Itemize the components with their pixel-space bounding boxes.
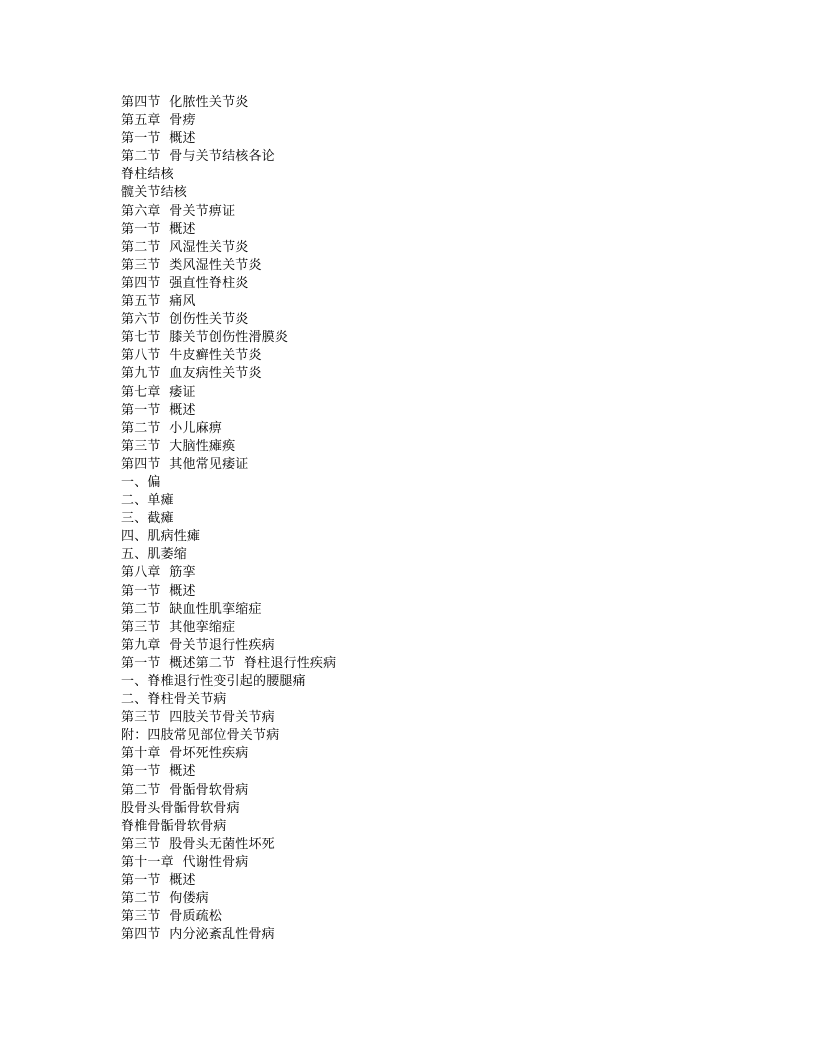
toc-line: 第三节 类风湿性关节炎 xyxy=(121,257,262,273)
toc-line: 第三节 股骨头无菌性坏死 xyxy=(121,836,275,852)
toc-line: 一、脊椎退行性变引起的腰腿痛 xyxy=(121,674,306,689)
toc-line: 第九节 血友病性关节炎 xyxy=(121,366,262,382)
toc-line: 第四节 内分泌紊乱性骨病 xyxy=(121,927,275,943)
toc-line: 第五节 痛风 xyxy=(121,294,196,310)
toc-line: 四、肌病性瘫 xyxy=(121,529,201,545)
toc-line: 第二节 缺血性肌挛缩症 xyxy=(121,601,262,617)
toc-line: 第四节 强直性脊柱炎 xyxy=(121,275,249,291)
toc-line: 第二节 骨与关节结核各论 xyxy=(121,149,275,165)
toc-line: 第三节 四肢关节骨关节病 xyxy=(121,710,275,726)
toc-line: 五、肌萎缩 xyxy=(121,547,188,563)
toc-line: 第九章 骨关节退行性疾病 xyxy=(121,637,275,653)
toc-line: 第五章 骨痨 xyxy=(121,113,196,129)
toc-line: 第一节 概述 xyxy=(121,873,196,889)
toc-line: 第三节 其他挛缩症 xyxy=(121,619,236,635)
toc-line: 第三节 骨质疏松 xyxy=(121,909,223,925)
toc-line: 第四节 其他常见痿证 xyxy=(121,456,249,472)
toc-line: 第十章 骨坏死性疾病 xyxy=(121,746,249,762)
toc-line: 股骨头骨骺骨软骨病 xyxy=(121,800,240,816)
toc-line: 第二节 骨骺骨软骨病 xyxy=(121,782,249,798)
toc-line: 第八节 牛皮癣性关节炎 xyxy=(121,348,262,364)
toc-line: 第二节 佝偻病 xyxy=(121,891,209,907)
toc-line: 第一节 概述 xyxy=(121,131,196,147)
toc-line: 脊椎骨骺骨软骨病 xyxy=(121,818,227,834)
toc-line: 三、截瘫 xyxy=(121,511,174,527)
toc-line: 第六节 创伤性关节炎 xyxy=(121,312,249,328)
toc-line: 第六章 骨关节痹证 xyxy=(121,203,236,219)
toc-line: 附：四肢常见部位骨关节病 xyxy=(121,728,280,744)
toc-line: 第七节 膝关节创伤性滑膜炎 xyxy=(121,330,289,346)
toc-line: 第七章 痿证 xyxy=(121,384,196,400)
toc-line: 第四节 化脓性关节炎 xyxy=(121,95,249,110)
toc-line: 一、偏 xyxy=(121,474,161,490)
table-of-contents xyxy=(121,94,336,944)
toc-line: 第二节 风湿性关节炎 xyxy=(121,239,249,255)
toc-line: 第一节 概述第二节 脊柱退行性疾病 xyxy=(121,655,337,671)
toc-line: 二、单瘫 xyxy=(121,493,174,509)
toc-line: 髋关节结核 xyxy=(121,185,188,201)
toc-line: 第三节 大脑性瘫痪 xyxy=(121,438,236,454)
toc-line: 第十一章 代谢性骨病 xyxy=(121,854,249,870)
toc-line: 第二节 小儿麻痹 xyxy=(121,420,223,436)
toc-line: 第八章 筋挛 xyxy=(121,565,196,581)
toc-line: 第一节 概述 xyxy=(121,221,196,237)
toc-line: 二、脊柱骨关节病 xyxy=(121,692,227,708)
toc-line: 第一节 概述 xyxy=(121,402,196,418)
toc-line: 第一节 概述 xyxy=(121,583,196,599)
toc-line: 第一节 概述 xyxy=(121,764,196,780)
toc-line: 脊柱结核 xyxy=(121,167,174,183)
